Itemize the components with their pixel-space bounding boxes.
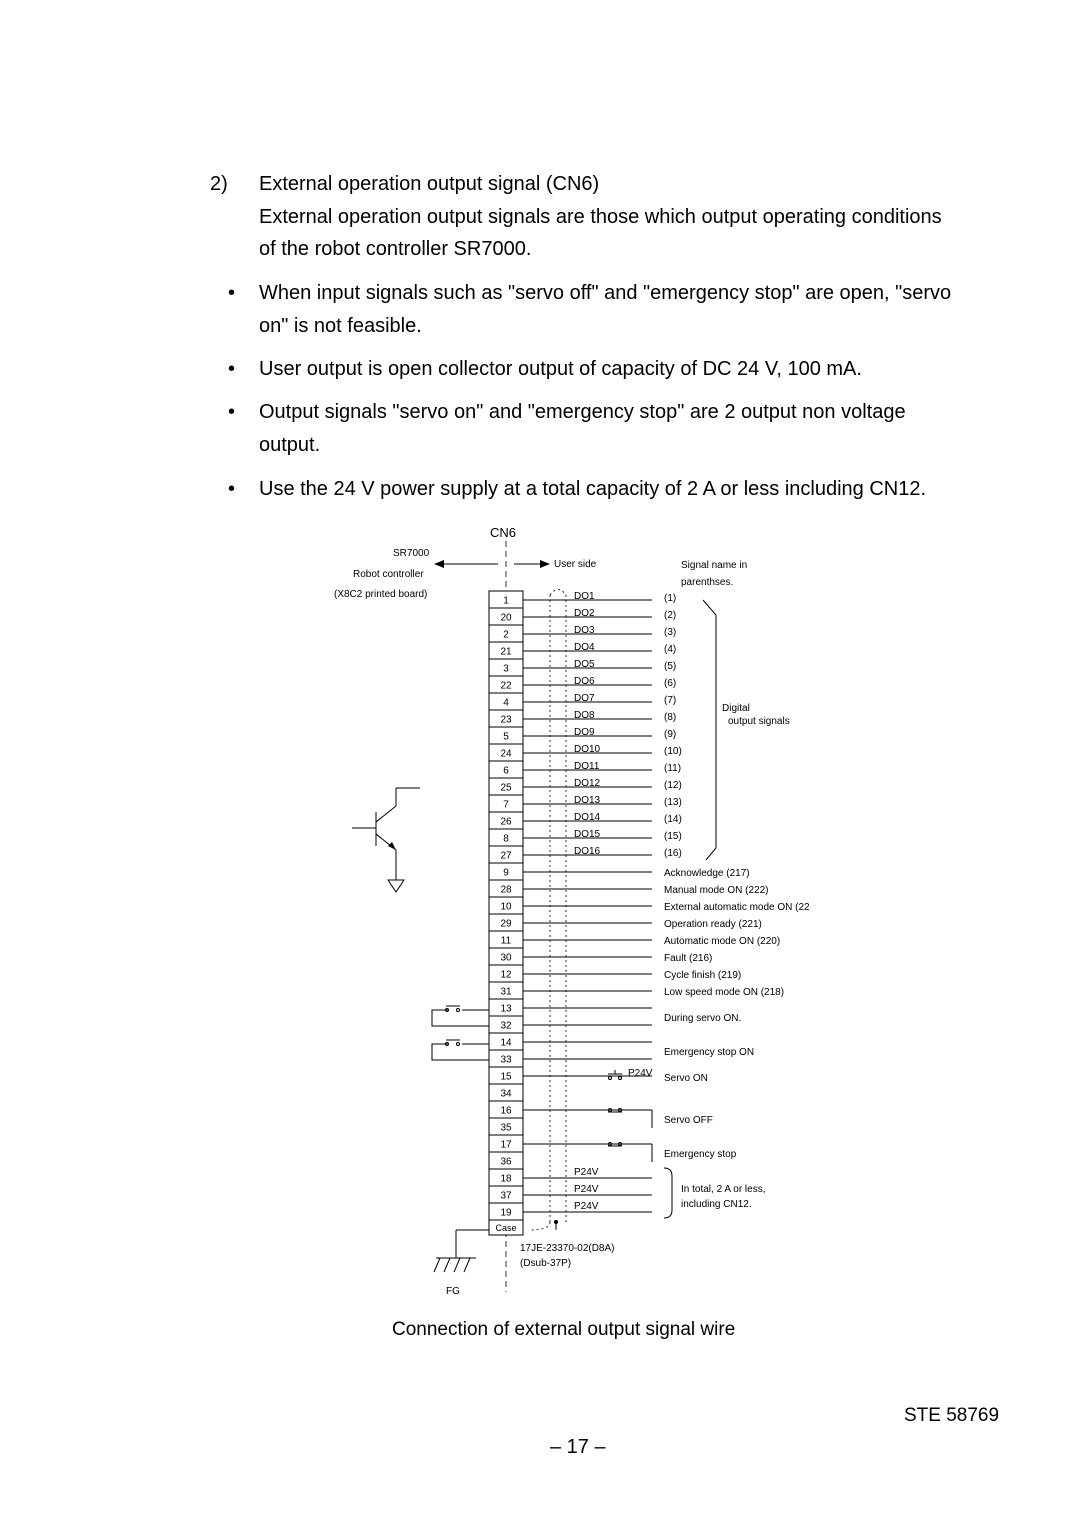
pin-number: 34 [500, 1088, 512, 1100]
status-signal-label: Acknowledge (217) [664, 868, 750, 879]
p24v-label: P24V [574, 1167, 599, 1178]
bullet-dot: • [228, 401, 236, 423]
pin-number: 11 [500, 935, 512, 947]
emergency-stop-switch-icon [608, 1143, 652, 1163]
status-signal-label: Operation ready (221) [664, 919, 762, 930]
bullet-dot: • [228, 478, 236, 500]
pin-number: 35 [500, 1122, 512, 1134]
do-label: DO11 [574, 761, 600, 772]
do-number: (9) [664, 729, 677, 740]
bullet-dot: • [228, 282, 236, 304]
pin-number: 1 [503, 595, 509, 607]
do-label: DO4 [574, 642, 595, 653]
emergency-stop-label: Emergency stop [664, 1149, 737, 1160]
digital-label-line-2: output signals [728, 716, 790, 727]
total-note-line-1: In total, 2 A or less, [681, 1184, 766, 1195]
pin-number: 9 [503, 867, 509, 879]
do-label: DO10 [574, 744, 601, 755]
do-label: DO15 [574, 829, 601, 840]
pin-number: 13 [500, 1003, 512, 1015]
do-number: (3) [664, 627, 677, 638]
bullet-2-line-1: User output is open collector output of capacity of DC 24 V, 100 mA. [259, 358, 862, 380]
pin-number: 20 [500, 612, 512, 624]
section-number: 2) [210, 173, 228, 195]
do-label: DO13 [574, 795, 601, 806]
bullet-1-line-2: on" is not feasible. [259, 315, 422, 337]
pin-number: 3 [503, 663, 509, 675]
loop-contact [432, 1040, 490, 1060]
do-number: (16) [664, 848, 682, 859]
status-signal-label: Low speed mode ON (218) [664, 987, 785, 998]
do-label: DO5 [574, 659, 595, 670]
do-label: DO14 [574, 812, 601, 823]
do-label: DO6 [574, 676, 595, 687]
do-number: (1) [664, 593, 677, 604]
pin-number: 12 [500, 969, 512, 981]
servo-on-switch-icon [608, 1070, 622, 1080]
bullet-3-line-2: output. [259, 434, 321, 456]
case-label: Case [495, 1223, 517, 1233]
do-label: DO7 [574, 693, 595, 704]
do-label: DO8 [574, 710, 595, 721]
pin-number: 37 [500, 1190, 512, 1202]
pin-number: 27 [500, 850, 512, 862]
pin-number: 30 [500, 952, 512, 964]
do-label: DO1 [574, 591, 595, 602]
do-label: DO12 [574, 778, 601, 789]
bullet-dot: • [228, 358, 236, 380]
pin-number: 21 [500, 646, 512, 658]
bullet-1-line-1: When input signals such as "servo off" and "emergency stop" are open, "servo [259, 282, 952, 304]
emergency-stop-on-label: Emergency stop ON [664, 1047, 755, 1058]
status-signal-label: Automatic mode ON (220) [664, 936, 781, 947]
do-number: (15) [664, 831, 682, 842]
do-number: (13) [664, 797, 682, 808]
arrow-right-icon [540, 560, 550, 568]
pin-number: 7 [503, 799, 509, 811]
servo-on-label: Servo ON [664, 1073, 708, 1084]
do-number: (11) [664, 763, 682, 774]
do-label: DO3 [574, 625, 595, 636]
do-label: DO9 [574, 727, 595, 738]
pin-number: 14 [500, 1037, 512, 1049]
pin-number: 26 [500, 816, 512, 828]
pin-number: 33 [500, 1054, 512, 1066]
servo-off-switch-icon [608, 1109, 652, 1129]
digital-label-line-1: Digital [722, 703, 750, 714]
pin-number: 24 [500, 748, 512, 760]
pin-number: 8 [503, 833, 509, 845]
status-signal-label: Fault (216) [664, 953, 713, 964]
p24v-servo-label: P24V [628, 1068, 653, 1079]
ground-icon [434, 1230, 490, 1272]
fg-label: FG [446, 1286, 460, 1297]
loop-contact [432, 1006, 490, 1026]
do-number: (6) [664, 678, 677, 689]
p24v-label: P24V [574, 1201, 599, 1212]
connector-part-label: 17JE-23370-02(D8A) [520, 1243, 615, 1254]
pin-number: 5 [503, 731, 509, 743]
p24v-brace [664, 1168, 672, 1218]
controller-name: SR7000 [393, 548, 430, 559]
pin-number: 15 [500, 1071, 512, 1083]
during-servo-label: During servo ON. [664, 1013, 742, 1024]
do-number: (8) [664, 712, 677, 723]
transistor-arrow-icon [388, 842, 396, 850]
pin-number: 28 [500, 884, 512, 896]
do-number: (10) [664, 746, 682, 757]
connector-label: CN6 [490, 525, 517, 540]
controller-desc: Robot controller [353, 569, 424, 580]
do-number: (5) [664, 661, 677, 672]
status-signal-label: Cycle finish (219) [664, 970, 742, 981]
page-number: – 17 – [550, 1436, 606, 1458]
digital-brace [703, 600, 716, 860]
pin-number: 31 [500, 986, 512, 998]
pin-number: 32 [500, 1020, 512, 1032]
status-signal-label: Manual mode ON (222) [664, 885, 769, 896]
pin-strip [489, 591, 523, 1235]
p24v-label: P24V [574, 1184, 599, 1195]
section-title: External operation output signal (CN6) [259, 173, 600, 195]
pin-number: 16 [500, 1105, 512, 1117]
pin-number: 2 [503, 629, 509, 641]
transistor-icon [352, 788, 420, 892]
servo-off-label: Servo OFF [664, 1115, 713, 1126]
document-number: STE 58769 [904, 1405, 1000, 1426]
pin-number: 36 [500, 1156, 512, 1168]
bullet-4-line-1: Use the 24 V power supply at a total capacity of 2 A or less including CN12. [259, 478, 927, 500]
user-side-label: User side [554, 559, 597, 570]
do-label: DO2 [574, 608, 595, 619]
shield-line [530, 1222, 550, 1230]
figure-caption: Connection of external output signal wire [392, 1319, 736, 1340]
pin-number: 4 [503, 697, 509, 709]
signal-note-line-1: Signal name in [681, 560, 748, 571]
signal-note-line-2: parenthses. [681, 577, 734, 588]
do-number: (4) [664, 644, 677, 655]
bullet-3-line-1: Output signals "servo on" and "emergency stop" are 2 output non voltage [259, 401, 906, 423]
do-number: (2) [664, 610, 677, 621]
do-number: (14) [664, 814, 682, 825]
pin-number: 6 [503, 765, 509, 777]
pin-number: 19 [500, 1207, 512, 1219]
pin-number: 17 [500, 1139, 512, 1151]
pin-number: 25 [500, 782, 512, 794]
total-note-line-2: including CN12. [681, 1199, 752, 1210]
arrow-left-icon [434, 560, 444, 568]
pin-number: 10 [500, 901, 512, 913]
shield-line [550, 590, 566, 596]
do-label: DO16 [574, 846, 601, 857]
connector-type-label: (Dsub-37P) [520, 1258, 572, 1269]
pin-number: 29 [500, 918, 512, 930]
pin-number: 18 [500, 1173, 512, 1185]
intro-line-2: of the robot controller SR7000. [259, 238, 532, 260]
pin-number: 23 [500, 714, 512, 726]
status-signal-label: External automatic mode ON (22 [664, 902, 810, 913]
do-number: (7) [664, 695, 677, 706]
board-label: (X8C2 printed board) [334, 589, 428, 600]
pin-number: 22 [500, 680, 512, 692]
intro-line-1: External operation output signals are those which output operating conditions [259, 206, 942, 228]
do-number: (12) [664, 780, 682, 791]
